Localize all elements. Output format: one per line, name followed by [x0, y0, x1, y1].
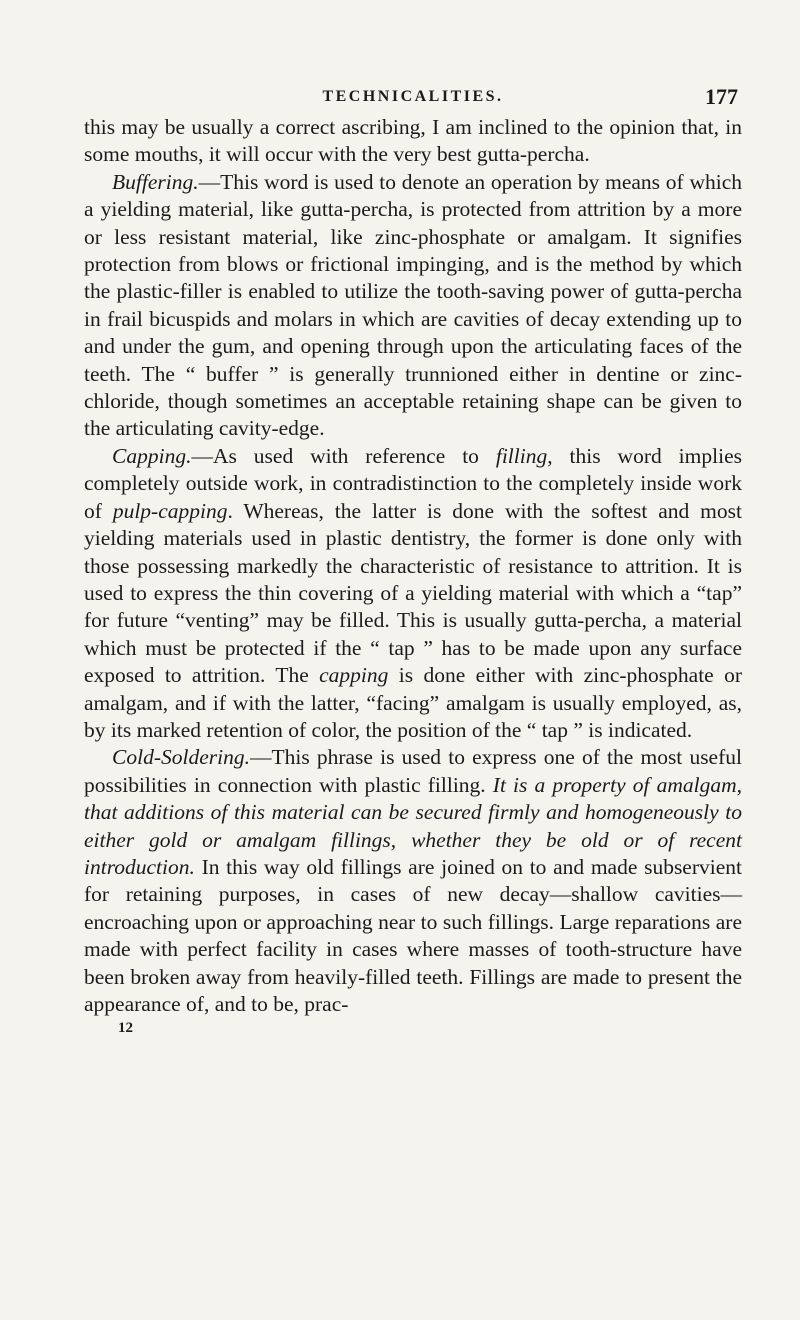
paragraph-cold-soldering: [84, 744, 742, 1018]
page-header: [84, 84, 742, 114]
term-heading: Capping.: [112, 443, 192, 468]
paragraph-capping: [84, 443, 742, 744]
running-head: TECHNICALITIES.: [322, 88, 504, 105]
term-heading: Buffering.: [112, 169, 199, 194]
signature-mark: 12: [118, 1020, 133, 1037]
paragraph-text: is done either with zinc-phosphate or amalgam, and if with the latter, “facing” amalgam is usually employed, as, by its marked retention of color, the position of the “ tap ” is indicated.: [84, 663, 742, 742]
paragraph-text: In this way old fillings are joined on to and made subservient for retaining purposes, in cases of new decay—shallow cavities—encroaching upon or approaching near to such fillings. Large reparations are made with perfect facility in cases where masses of tooth-structure have been broken away from heavily-filled teeth. Fillings are made to present the appearance of, and to be, prac-: [84, 854, 742, 1016]
paragraph-text: —This phrase is used to express one of the most useful possibilities in connection with plastic filling.: [84, 745, 742, 797]
term-heading: Cold-Soldering.: [112, 745, 250, 770]
paragraph-buffering: [84, 169, 742, 443]
paragraph-continuation: [84, 114, 742, 169]
paragraph-text: —As used with reference to: [191, 443, 496, 468]
paragraph-text: , this word implies completely outside work, in contradistinction to the completely inside work of: [84, 443, 742, 523]
paragraph-text: . Whereas, the latter is done with the softest and most yielding materials used in plastic dentistry, the former is done only with those possessing markedly the characteristic of resistance to attrition. It is used to express the thin covering of a yielding material with which a “tap” for future “venting” may be filled. This is usually gutta-percha, a material which must be protected if the “ tap ” has to be made upon any surface exposed to attrition. The: [84, 498, 742, 688]
page-number: 177: [705, 84, 738, 109]
italic-word: pulp-capping: [112, 498, 228, 523]
book-page: [84, 84, 742, 1037]
italic-word: filling: [495, 443, 548, 468]
italic-word: capping: [319, 663, 389, 688]
italic-sentence: It is a property of amalgam, that additions of this material can be secured firmly and homogeneously to either gold or amalgam fillings, whether they be old or of recent introduction.: [84, 772, 743, 879]
paragraph-text: this may be usually a correct ascribing, I am inclined to the opinion that, in some mouths, it will occur with the very best gutta-percha.: [84, 115, 742, 167]
paragraph-text: —This word is used to denote an operation by means of which a yielding material, like gutta-percha, is protected from attrition by a more or less resistant material, like zinc-phosphate or amalgam. It signifies protection from blows or frictional impinging, and is the method by which the plastic-filler is enabled to utilize the tooth-saving power of gutta-percha in frail bicuspids and molars in which are cavities of decay extending up to and under the gum, and opening through upon the articulating faces of the teeth. The “ buffer ” is generally trunnioned either in dentine or zinc-chloride, though sometimes an acceptable retaining shape can be given to the articulating cavity-edge.: [84, 169, 742, 441]
